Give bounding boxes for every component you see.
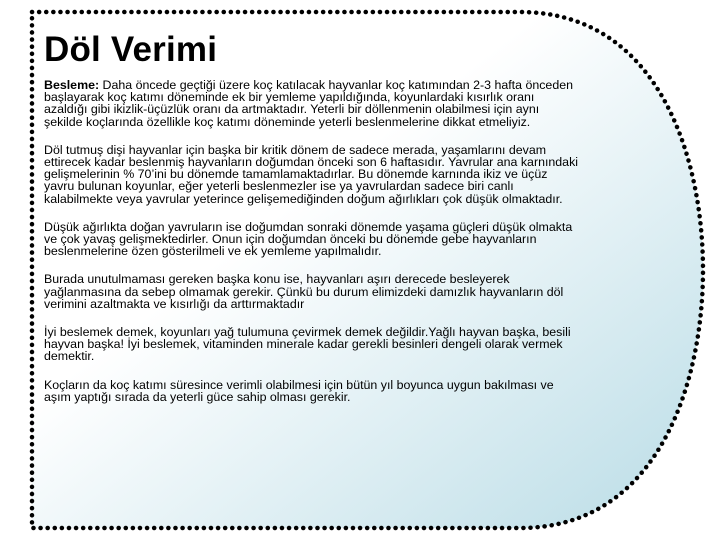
paragraph-asiri-besleme: Burada unutulmaması gereken başka konu ise, hayvanları aşırı derecede besleyerek yağlanmasına da sebep olmamak gerekir. Çünkü bu durum elimizdeki damızlık hayvanların döl verimini azaltmakta ve kısırlığı da arttırmaktadır bbox=[44, 272, 564, 311]
paragraph-iyi-beslemek: İyi beslemek demek, koyunları yağ tulumuna çevirmek demek değildir.Yağlı hayvan başka, besili hayvan başka! İyi beslemek, vitaminden minerale kadar gerekli besinleri dengeli olarak vermek demektir. bbox=[44, 325, 571, 364]
paragraph-koclar: Koçların da koç katımı süresince verimli olabilmesi için bütün yıl boyunca uygun bakılması ve aşım yaptığı sırada da yeterli güce sahip olması gerekir. bbox=[44, 377, 554, 404]
paragraph-lead: Besleme: bbox=[44, 78, 100, 92]
paragraph-dusuk-agirlik: Düşük ağırlıkta doğan yavruların ise doğumdan sonraki dönemde yaşama güçleri düşük olmakta ve çok yavaş gelişmektedirler. Onun için doğumdan önceki bu dönemde gebe hayvanların beslenmelerine özen gösterilmeli ve ek yemleme yapılmalıdır. bbox=[44, 219, 573, 259]
paragraph-dol-tutmus: Döl tutmuş dişi hayvanlar için başka bir kritik dönem de sadece merada, yaşamlarını devam ettirecek kadar beslenmiş hayvanların doğumdan önceki son 6 haftasıdır. Yavrular ana karnındaki gelişmelerinin % 70’ini bu dönemde tamamlamaktadırlar. Bu dönemde karnında ikiz ve üçüz yavru bulunan koyunlar, eğer yeterli beslenmezler ise ya yavrulardan sadece biri canlı kalabilmekte veya yavrular yeterince gelişemediğinden doğum ağırlıkları çok düşük olmaktadır. bbox=[44, 142, 579, 206]
paragraph-besleme bbox=[44, 79, 579, 128]
slide-title: Döl Verimi bbox=[44, 30, 218, 69]
paragraph-text: Daha öncede geçtiği üzere koç katılacak hayvanlar koç katımından 2-3 hafta önceden başlayarak koç katımı döneminde ek bir yemleme yapıldığında, koyunlardaki kısırlık oranı azaldığı gibi ikizlik-üçüzlük oranı da artmaktadır. Yeterli bir döllenmenin olabilmesi için aynı şekilde koçlarında özellikle koç katımı döneminde yeterli beslenmelerine dikkat etmeliyiz. bbox=[44, 78, 573, 129]
slide-body bbox=[44, 79, 579, 419]
